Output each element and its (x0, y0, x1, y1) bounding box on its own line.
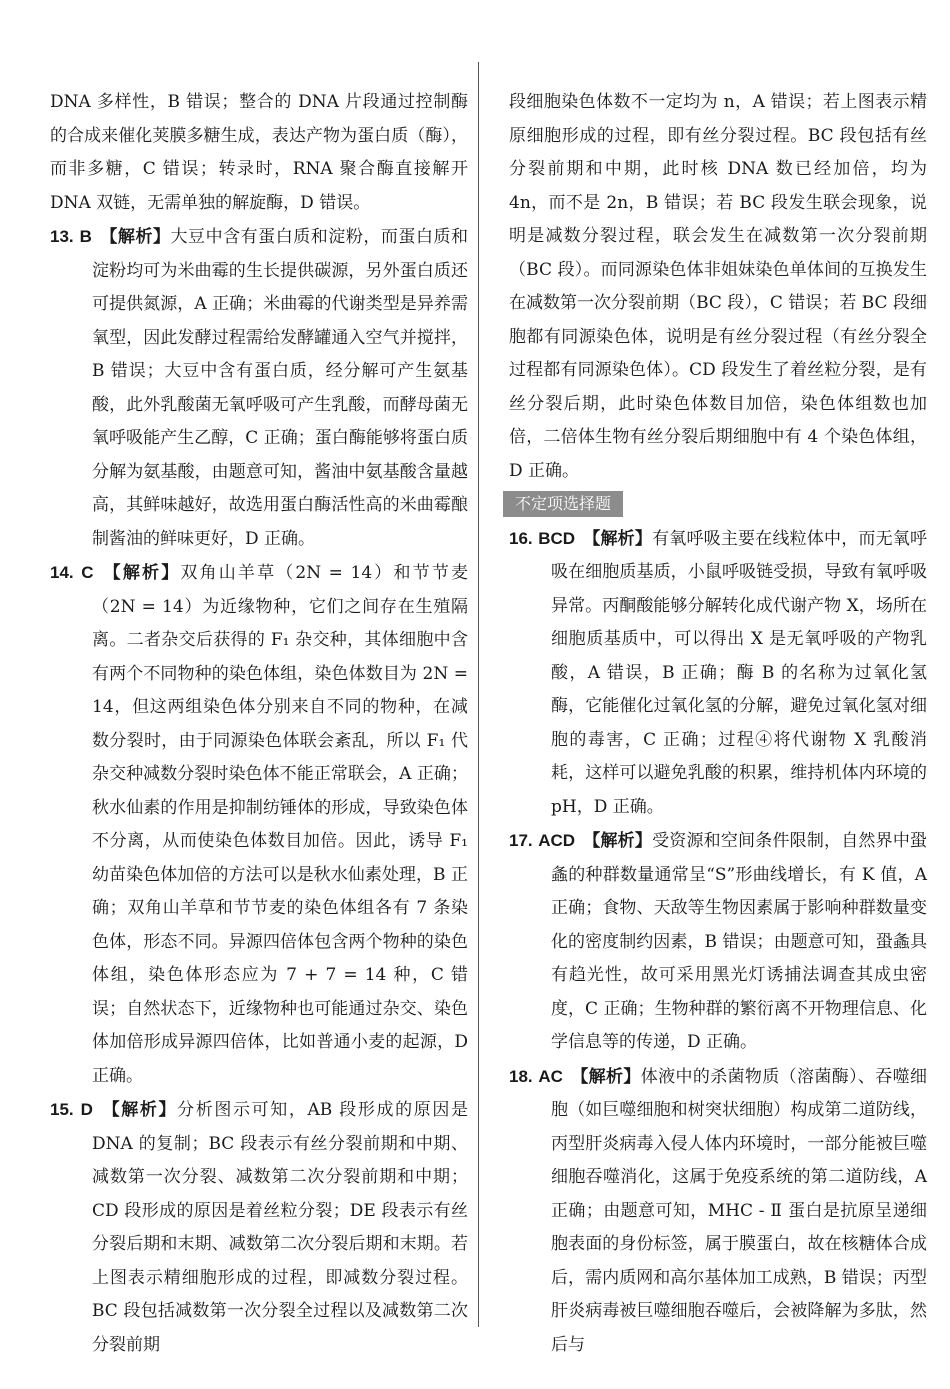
answer-letter: AC (538, 1066, 563, 1086)
answer-letter: BCD (538, 528, 576, 548)
analysis-tag: 【解析】 (101, 563, 181, 583)
answer-14 (50, 556, 469, 1093)
answer-text: 受资源和空间条件限制，自然界中蛩螽的种群数量通常呈“S”形曲线增长，有 K 值，A 正确；食物、天敌等生物因素属于影响种群数量变化的密度制约因素，B 错误；由题意可知，蛩螽具有趋光性，故可采用黑光灯诱捕法调查其成虫密度，C 正确；生物种群的繁衍离不开物理信息、化学信息等的传递，D 正确。 (551, 831, 928, 1052)
analysis-tag: 【解析】 (100, 1100, 178, 1120)
answer-letter: D (80, 1100, 93, 1119)
answer-text: 分析图示可知，AB 段形成的原因是 DNA 的复制；BC 段表示有丝分裂前期和中期、减数第一次分裂、减数第二次分裂前期和中期；CD 段形成的原因是着丝粒分裂；DE 段表示有丝分裂后期和末期、减数第二次分裂后期和末期。若上图表示精细胞形成的过程，即减数分裂过程。BC 段包括减数第一次分裂全过程以及减数第二次分裂前期 (92, 1100, 468, 1355)
answer-text: 有氧呼吸主要在线粒体中，而无氧呼吸在细胞质基质，小鼠呼吸链受损，导致有氧呼吸异常。丙酮酸能够分解转化成代谢产物 X，场所在细胞质基质中，可以得出 X 是无氧呼吸的产物乳酸，A 错误，B 正确；酶 B 的名称为过氧化氢酶，它能催化过氧化氢的分解，避免过氧化氢对细胞的毒害，C 正确；过程④将代谢物 X 乳酸消耗，这样可以避免乳酸的积累，维持机体内环境的 pH，D 正确。 (551, 528, 928, 817)
answer-letter: ACD (538, 831, 576, 850)
question-number: 13. (50, 227, 74, 246)
answer-15 (50, 1093, 468, 1362)
continuation-text: 段细胞染色体数不一定均为 n，A 错误；若上图表示精原细胞形成的过程，即有丝分裂过程。BC 段包括有丝分裂前期和中期，此时核 DNA 数已经加倍，均为 4n，而不是 2n，B 错误；若 BC 段发生联会现象，说明是减数分裂过程，联会发生在减数第一次分裂前期（BC 段）。而同源染色体非姐妹染色单体间的互换发生在减数第一次分裂前期（BC 段），C 错误；若 BC 段细胞都有同源染色体，说明是有丝分裂过程（有丝分裂全过程都有同源染色体）。CD 段发生了着丝粒分裂，是有丝分裂后期，此时染色体数目加倍，染色体组数也加倍，二倍体生物有丝分裂后期细胞中有 4 个染色体组，D 正确。 (509, 92, 927, 481)
section-header: 不定项选择题 (503, 491, 623, 517)
question-number: 16. (509, 528, 533, 548)
question-number: 17. (509, 831, 533, 850)
right-column (509, 86, 927, 1362)
analysis-tag: 【解析】 (583, 831, 653, 851)
analysis-tag: 【解析】 (570, 1066, 641, 1087)
answer-text: 体液中的杀菌物质（溶菌酶）、吞噬细胞（如巨噬细胞和树突状细胞）构成第二道防线，丙型肝炎病毒入侵人体内环境时，一部分能被巨噬细胞吞噬消化，这属于免疫系统的第二道防线，A 正确；由题意可知，MHC - Ⅱ 蛋白是抗原呈递细胞表面的身份标签，属于膜蛋白，故在核糖体合成后，需内质网和高尔基体加工成熟，B 错误；丙型肝炎病毒被巨噬细胞吞噬后，会被降解为多肽，然后与 (551, 1066, 928, 1355)
answer-13 (50, 220, 469, 556)
answer-letter: C (81, 563, 94, 582)
left-column (50, 86, 468, 1362)
answer-17 (509, 824, 928, 1060)
answer-16 (509, 522, 928, 825)
answer-18 (509, 1060, 928, 1363)
question-number: 14. (50, 563, 74, 582)
continuation-text: DNA 多样性，B 错误；整合的 DNA 片段通过控制酶的合成来催化荚膜多糖生成，表达产物为蛋白质（酶），而非多糖，C 错误；转录时，RNA 聚合酶直接解开 DNA 双链，无需单独的解旋酶，D 错误。 (50, 92, 468, 213)
question-number: 18. (509, 1066, 533, 1086)
answer-letter: B (79, 227, 92, 246)
answer-text: 双角山羊草（2N = 14）和节节麦（2N = 14）为近缘物种，它们之间存在生殖隔离。二者杂交后获得的 F₁ 杂交种，其体细胞中含有两个不同物种的染色体组，染色体数目为 2N = 14，但这两组染色体分别来自不同的物种，在减数分裂时，由于同源染色体联会紊乱，所以 F₁ 代杂交种减数分裂时染色体不能正常联会，A 正确；秋水仙素的作用是抑制纺锤体的形成，导致染色体不分离，从而使染色体数目加倍。因此，诱导 F₁ 幼苗染色体加倍的方法可以是秋水仙素处理，B 正确；双角山羊草和节节麦的染色体组各有 7 条染色体，形态不同。异源四倍体包含两个物种的染色体组，染色体形态应为 7 + 7 = 14 种，C 错误；自然状态下，近缘物种也可能通过杂交、染色体加倍形成异源四倍体，比如普通小麦的起源，D 正确。 (92, 563, 469, 1086)
analysis-tag: 【解析】 (583, 528, 653, 549)
analysis-tag: 【解析】 (99, 227, 171, 247)
answer-text: 大豆中含有蛋白质和淀粉，而蛋白质和淀粉均可为米曲霉的生长提供碳源，另外蛋白质还可提供氮源，A 正确；米曲霉的代谢类型是异养需氧型，因此发酵过程需给发酵罐通入空气并搅拌，B 错误；大豆中含有蛋白质，经分解可产生氨基酸，此外乳酸菌无氧呼吸可产生乳酸，而酵母菌无氧呼吸能产生乙醇，C 正确；蛋白酶能够将蛋白质分解为氨基酸，由题意可知，酱油中氨基酸含量越高，其鲜味越好，故选用蛋白酶活性高的米曲霉酿制酱油的鲜味更好，D 正确。 (92, 227, 469, 549)
column-divider (478, 62, 479, 1327)
question-number: 15. (50, 1100, 74, 1119)
